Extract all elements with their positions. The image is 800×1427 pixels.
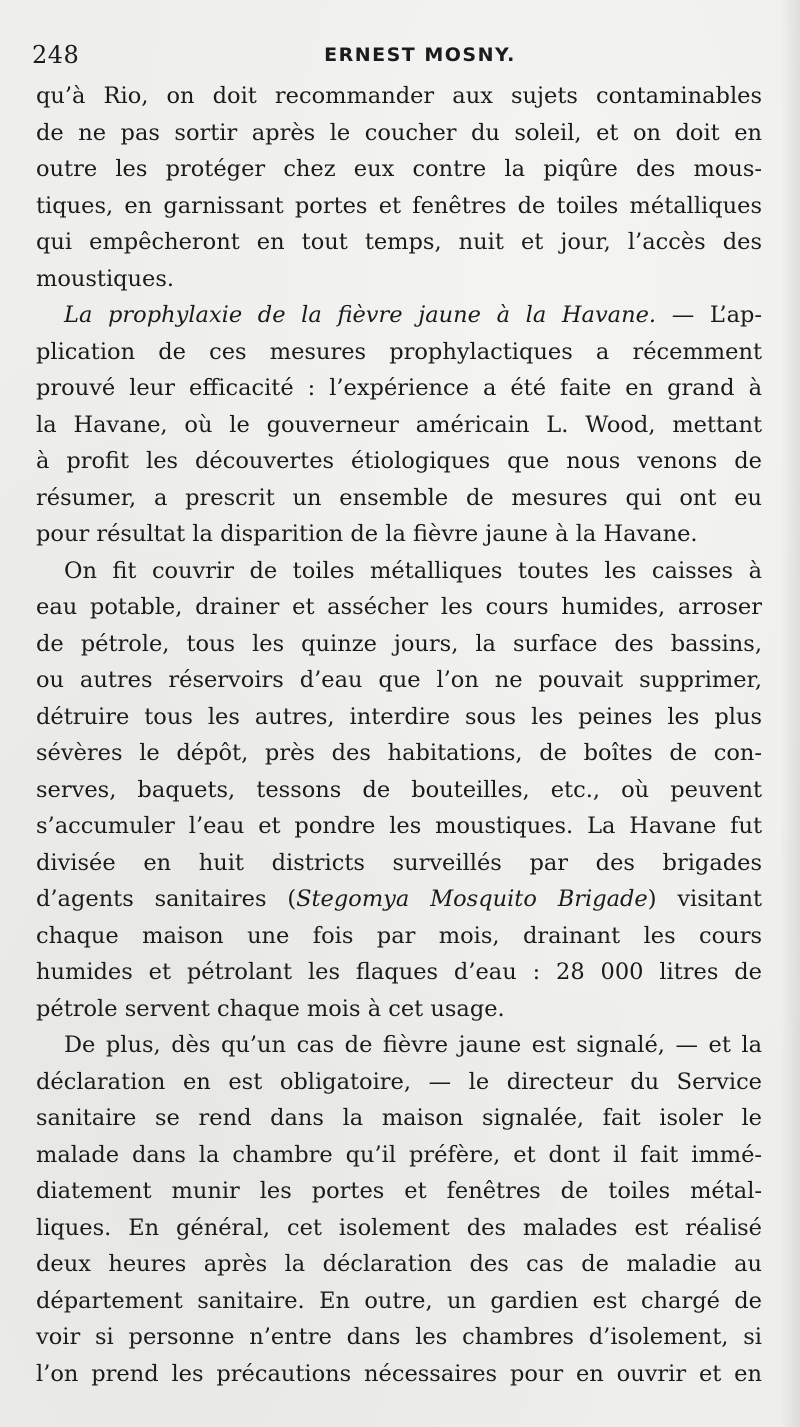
text-line: à profit les découvertes étiologiques que nous venons de: [36, 448, 762, 474]
text-line: deux heures après la déclaration des cas de maladie au: [36, 1251, 762, 1277]
text-line: divisée en huit districts surveillés par des brigades: [36, 849, 762, 876]
text-fragment: d’agents sanitaires (: [36, 886, 297, 912]
section-heading: La prophylaxie de la fièvre jaune à la Havane.: [64, 302, 657, 328]
text-line: liques. En général, cet isolement des malades est réalisé: [36, 1214, 762, 1241]
running-head: ERNEST MOSNY.: [324, 44, 516, 66]
text-line: chaque maison une fois par mois, drainant les cours: [36, 922, 762, 949]
text-line: [36, 297, 762, 334]
body-text: [36, 78, 762, 1392]
text-line: diatement munir les portes et fenêtres de toiles métal-: [36, 1178, 762, 1204]
text-line: sanitaire se rend dans la maison signalée, fait isoler le: [36, 1105, 762, 1131]
text-line: résumer, a prescrit un ensemble de mesures qui ont eu: [36, 484, 762, 511]
text-line: plication de ces mesures prophylactiques a récemment: [36, 338, 762, 365]
text-line: humides et pétrolant les flaques d’eau : 28 000 litres de: [36, 959, 762, 985]
text-line: département sanitaire. En outre, un gardien est chargé de: [36, 1287, 762, 1314]
text-line: On fit couvrir de toiles métalliques toutes les caisses à: [64, 557, 762, 584]
text-line: l’on prend les précautions nécessaires pour en ouvrir et en: [36, 1360, 762, 1387]
text-line: s’accumuler l’eau et pondre les moustiques. La Havane fut: [36, 813, 762, 839]
italic-term: Stegomya Mosquito Brigade: [296, 886, 648, 912]
text-line: prouvé leur efficacité : l’expérience a été faite en grand à: [36, 375, 762, 401]
text-line: pour résultat la disparition de la fièvre jaune à la Havane.: [36, 521, 698, 547]
text-line: serves, baquets, tessons de bouteilles, etc., où peuvent: [36, 776, 762, 803]
text-line: De plus, dès qu’un cas de fièvre jaune est signalé, — et la: [64, 1032, 762, 1058]
page-header: [32, 38, 768, 72]
text-line: outre les protéger chez eux contre la piqûre des mous-: [36, 156, 762, 182]
text-line: malade dans la chambre qu’il préfère, et dont il fait immé-: [36, 1141, 762, 1168]
text-line: qu’à Rio, on doit recommander aux sujets contaminables: [36, 83, 762, 109]
text-line: déclaration en est obligatoire, — le directeur du Service: [36, 1068, 762, 1095]
text-line: sévères le dépôt, près des habitations, de boîtes de con-: [36, 740, 762, 766]
text-line: détruire tous les autres, interdire sous les peines les plus: [36, 703, 762, 730]
text-line: de ne pas sortir après le coucher du soleil, et on doit en: [36, 119, 762, 146]
text-line: ou autres réservoirs d’eau que l’on ne pouvait supprimer,: [36, 667, 762, 693]
text-line: [36, 881, 762, 918]
text-line: de pétrole, tous les quinze jours, la surface des bassins,: [36, 630, 762, 657]
text-fragment: — L’ap-: [656, 302, 762, 328]
text-line: la Havane, où le gouverneur américain L. Wood, mettant: [36, 411, 762, 438]
page-number: 248: [32, 41, 80, 69]
text-line: voir si personne n’entre dans les chambres d’isolement, si: [36, 1324, 762, 1350]
text-fragment: ) visitant: [647, 886, 762, 912]
text-line: pétrole servent chaque mois à cet usage.: [36, 995, 505, 1022]
text-line: tiques, en garnissant portes et fenêtres de toiles métalliques: [36, 192, 762, 219]
text-line: moustiques.: [36, 265, 175, 292]
text-line: qui empêcheront en tout temps, nuit et jour, l’accès des: [36, 229, 762, 255]
text-line: eau potable, drainer et assécher les cours humides, arroser: [36, 594, 762, 620]
